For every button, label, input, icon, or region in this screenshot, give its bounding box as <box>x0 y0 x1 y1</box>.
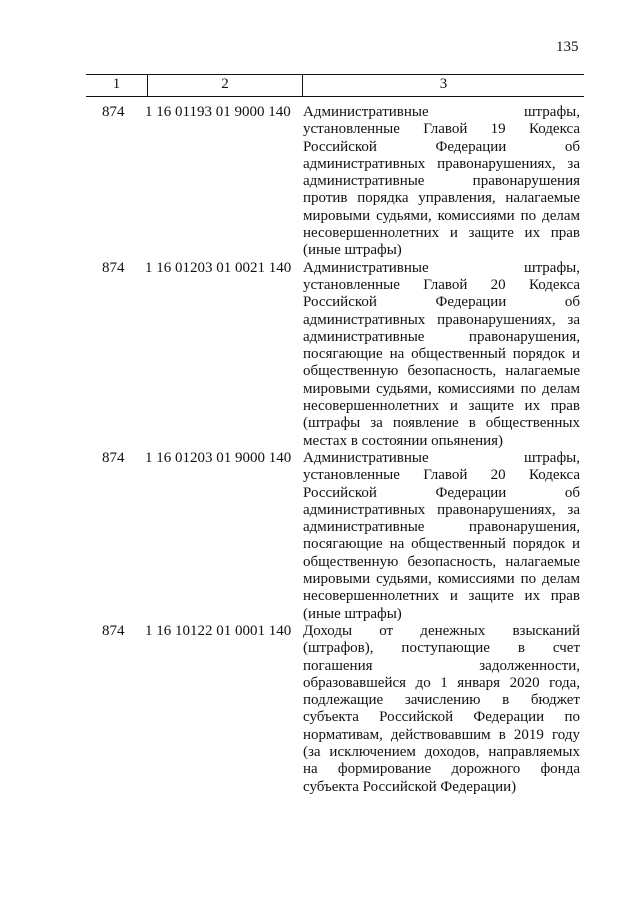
description-line: установленные Главой 19 Кодекса <box>303 121 580 138</box>
description-line: административных правонарушениях, за <box>303 501 580 518</box>
description-line: мировыми судьями, комиссиями по делам <box>303 207 580 224</box>
description-line: Российской Федерации об <box>303 138 580 155</box>
description-line: Административные штрафы, <box>303 104 580 120</box>
description-line: установленные Главой 20 Кодекса <box>303 276 580 293</box>
description-line: (штрафы за появление в общественных <box>303 415 580 432</box>
description-line: административных правонарушениях, за <box>303 311 580 328</box>
row-admin-code: 874 <box>102 259 125 276</box>
description-line: общественную безопасность, налагаемые <box>303 553 580 570</box>
description-line: подлежащие зачислению в бюджет <box>303 692 580 709</box>
description-line: административных правонарушениях, за <box>303 155 580 172</box>
row-description <box>303 260 580 450</box>
table-row <box>0 260 639 450</box>
row-description <box>303 104 580 260</box>
description-line: против порядка управления, налагаемые <box>303 190 580 207</box>
description-line: местах в состоянии опьянения) <box>303 432 504 449</box>
description-line: (иные штрафы) <box>303 242 402 259</box>
description-line: посягающие на общественный порядок и <box>303 536 580 553</box>
description-line: погашения задолженности, <box>303 657 580 674</box>
table-body <box>0 104 639 796</box>
description-line: (иные штрафы) <box>303 605 402 622</box>
description-line: общественную безопасность, налагаемые <box>303 363 580 380</box>
description-line: несовершеннолетних и защите их прав <box>303 588 580 605</box>
description-line: административные правонарушения, <box>303 519 580 536</box>
description-line: Российской Федерации об <box>303 294 580 311</box>
row-description <box>303 450 580 623</box>
row-kbk-code: 1 16 10122 01 0001 140 <box>145 622 292 639</box>
row-kbk-code: 1 16 01203 01 0021 140 <box>145 259 292 276</box>
description-line: несовершеннолетних и защите их прав <box>303 225 580 242</box>
description-line: мировыми судьями, комиссиями по делам <box>303 380 580 397</box>
row-admin-code: 874 <box>102 104 125 120</box>
description-line: образовавшейся до 1 января 2020 года, <box>303 674 580 691</box>
description-line: Административные штрафы, <box>303 449 580 466</box>
row-kbk-code: 1 16 01203 01 9000 140 <box>145 449 292 466</box>
description-line: на формирование дорожного фонда <box>303 761 580 778</box>
description-line: административные правонарушения <box>303 173 580 190</box>
description-line: административные правонарушения, <box>303 328 580 345</box>
description-line: (за исключением доходов, направляемых <box>303 743 580 760</box>
row-admin-code: 874 <box>102 622 125 639</box>
description-line: субъекта Российской Федерации по <box>303 709 580 726</box>
description-line: несовершеннолетних и защите их прав <box>303 398 580 415</box>
header-col-1: 1 <box>112 76 121 92</box>
header-col-3: 3 <box>302 75 584 96</box>
description-line: установленные Главой 20 Кодекса <box>303 467 580 484</box>
description-line: (штрафов), поступающие в счет <box>303 640 580 657</box>
description-line: посягающие на общественный порядок и <box>303 346 580 363</box>
table-row <box>0 450 639 623</box>
description-line: Доходы от денежных взысканий <box>303 622 580 639</box>
header-col-2: 2 <box>147 75 302 96</box>
description-line: мировыми судьями, комиссиями по делам <box>303 571 580 588</box>
description-line: нормативам, действовавшим в 2019 году <box>303 726 580 743</box>
description-line: Административные штрафы, <box>303 259 580 276</box>
table-row <box>0 104 639 260</box>
table-row <box>0 623 639 796</box>
row-admin-code: 874 <box>102 449 125 466</box>
row-description <box>303 623 580 796</box>
table-header <box>86 74 584 97</box>
row-kbk-code: 1 16 01193 01 9000 140 <box>145 104 291 120</box>
description-line: субъекта Российской Федерации) <box>303 778 517 795</box>
page-number: 135 <box>556 39 579 55</box>
description-line: Российской Федерации об <box>303 484 580 501</box>
